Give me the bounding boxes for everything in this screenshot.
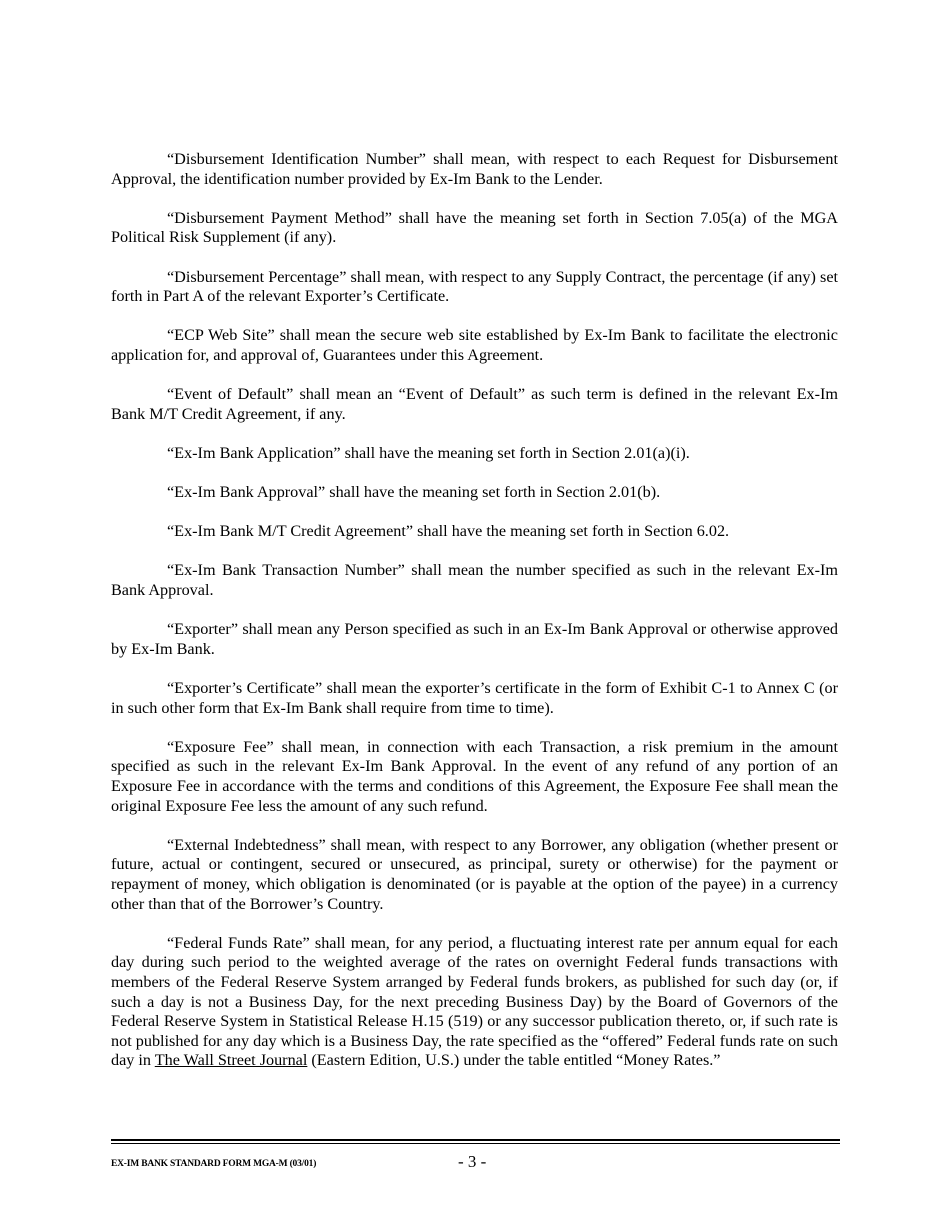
page-number: - 3 - <box>458 1152 487 1171</box>
definition-disbursement-identification-number: “Disbursement Identification Number” shall mean, with respect to each Request for Disbursement Approval, the identification number provided by Ex-Im Bank to the Lender. <box>111 150 838 188</box>
definition-disbursement-payment-method: “Disbursement Payment Method” shall have the meaning set forth in Section 7.05(a) of the MGA Political Risk Supplement (if any). <box>111 208 838 247</box>
definition-ex-im-bank-mt-credit-agreement: “Ex-Im Bank M/T Credit Agreement” shall have the meaning set forth in Section 6.02. <box>167 522 730 541</box>
definition-federal-funds-rate <box>111 934 838 1071</box>
definition-ex-im-bank-approval: “Ex-Im Bank Approval” shall have the meaning set forth in Section 2.01(b). <box>167 483 661 502</box>
definition-exporter: “Exporter” shall mean any Person specified as such in an Ex-Im Bank Approval or otherwise approved by Ex-Im Bank. <box>111 620 838 658</box>
publication-title: The Wall Street Journal <box>154 1051 308 1070</box>
definition-ex-im-bank-transaction-number: “Ex-Im Bank Transaction Number” shall mean the number specified as such in the relevant Ex-Im Bank Approval. <box>111 561 838 600</box>
document-body <box>111 150 838 1091</box>
definition-exposure-fee: “Exposure Fee” shall mean, in connection with each Transaction, a risk premium in the amount specified as such in the relevant Ex-Im Bank Approval. In the event of any refund of any portion of an Exposure Fee in accordance with the terms and conditions of this Agreement, the Exposure Fee shall mean the original Exposure Fee less the amount of any such refund. <box>111 737 838 815</box>
definition-ex-im-bank-application: “Ex-Im Bank Application” shall have the meaning set forth in Section 2.01(a)(i). <box>167 443 690 462</box>
definition-exporters-certificate: “Exporter’s Certificate” shall mean the exporter’s certificate in the form of Exhibit C-1 to Annex C (or in such other form that Ex-Im Bank shall require from time to time). <box>111 679 838 717</box>
definition-event-of-default: “Event of Default” shall mean an “Event of Default” as such term is defined in the relevant Ex-Im Bank M/T Credit Agreement, if any. <box>111 385 838 423</box>
definition-disbursement-percentage: “Disbursement Percentage” shall mean, with respect to any Supply Contract, the percentage (if any) set forth in Part A of the relevant Exporter’s Certificate. <box>111 267 838 306</box>
footer-divider <box>111 1139 840 1144</box>
federal-funds-text-before: “Federal Funds Rate” shall mean, for any period, a fluctuating interest rate per annum equal for each day during such period to the weighted average of the rates on overnight Federal funds transactions with members of the Federal Reserve System arranged by Federal funds brokers, as published for such day (or, if such a day is not a Business Day, for the next preceding Business Day) by the Board of Governors of the Federal Reserve System in Statistical Release H.15 (519) or any successor publication thereto, or, if such rate is not published for any day which is a Business Day, the rate specified as the “offered” Federal funds rate on such day in <box>111 933 838 1070</box>
definition-ecp-web-site: “ECP Web Site” shall mean the secure web site established by Ex-Im Bank to facilitate the electronic application for, and approval of, Guarantees under this Agreement. <box>111 326 838 364</box>
definition-external-indebtedness: “External Indebtedness” shall mean, with respect to any Borrower, any obligation (whether present or future, actual or contingent, secured or unsecured, as principal, surety or otherwise) for the payment or repayment of money, which obligation is denominated (or is payable at the option of the payee) in a currency other than that of the Borrower’s Country. <box>111 835 838 913</box>
footer-form-label: EX-IM BANK STANDARD FORM MGA-M (03/01) <box>111 1159 317 1169</box>
federal-funds-text-after: (Eastern Edition, U.S.) under the table entitled “Money Rates.” <box>307 1051 721 1070</box>
